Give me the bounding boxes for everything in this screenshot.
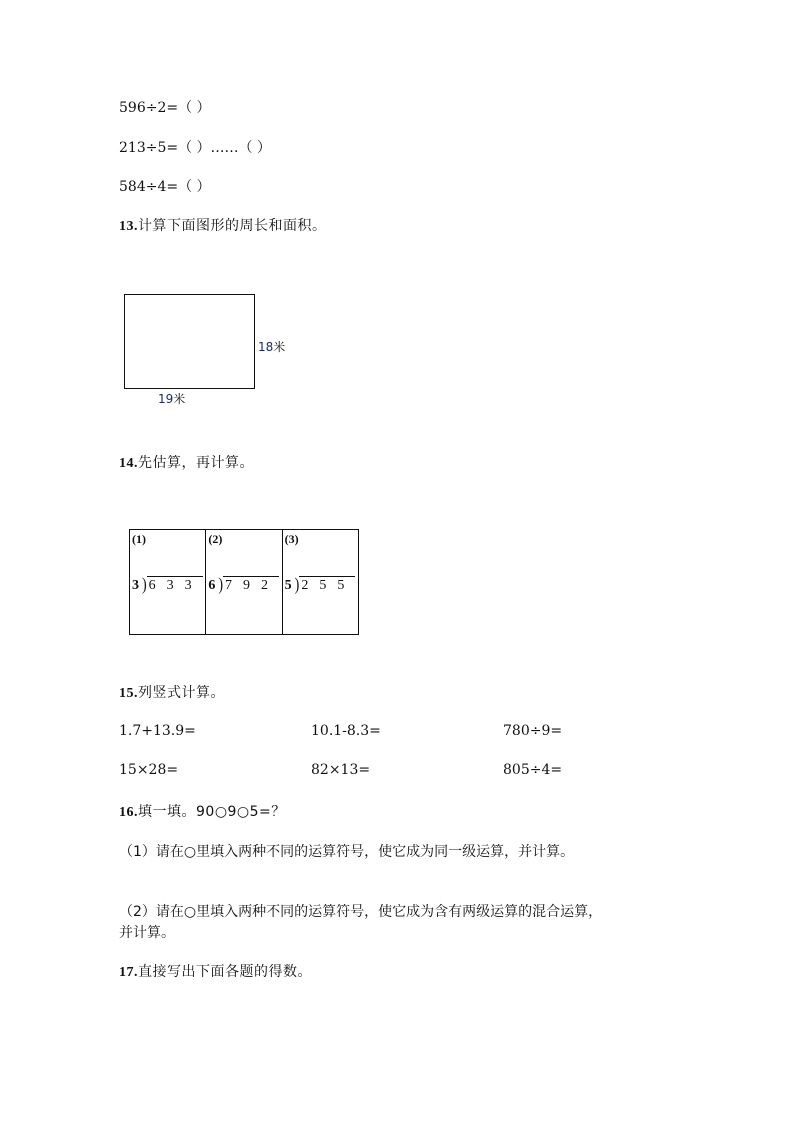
estimate-cell-label: (3) bbox=[284, 532, 299, 546]
rect-width-unit: 米 bbox=[173, 392, 186, 406]
dividend-digit: 5 bbox=[337, 578, 345, 593]
dividend-digit: 6 bbox=[148, 578, 156, 593]
divisor: 6 bbox=[208, 578, 216, 593]
question-16-part-1: （1）请在○里填入两种不同的运算符号，使它成为同一级运算，并计算。 bbox=[119, 844, 575, 860]
question-17-number: 17. bbox=[119, 965, 138, 980]
dividend-digit: 3 bbox=[166, 578, 174, 593]
long-division bbox=[132, 576, 203, 594]
question-15 bbox=[119, 682, 225, 702]
division-bracket: ) bbox=[142, 576, 147, 595]
dividend-digit: 7 bbox=[225, 578, 232, 593]
question-15-number: 15. bbox=[119, 686, 138, 701]
division-bracket: ) bbox=[294, 576, 300, 595]
calc-item: 10.1-8.3= bbox=[311, 723, 381, 739]
dividend bbox=[299, 576, 355, 594]
estimate-cell-1 bbox=[130, 530, 206, 634]
division-line-3: 584÷4=（ ） bbox=[119, 179, 211, 195]
dividend-digit: 2 bbox=[261, 578, 268, 593]
calc-item: 805÷4= bbox=[503, 762, 563, 778]
long-division bbox=[285, 576, 356, 594]
estimate-cell-3 bbox=[283, 530, 358, 634]
division-line-2: 213÷5=（ ）……（ ） bbox=[119, 140, 271, 156]
estimate-grid bbox=[129, 529, 359, 635]
long-division bbox=[208, 576, 279, 594]
dividend-digit: 5 bbox=[319, 578, 327, 593]
rect-width-label bbox=[158, 390, 185, 407]
divisor: 3 bbox=[132, 578, 139, 593]
dividend bbox=[223, 576, 279, 594]
rect-height-number: 18 bbox=[258, 340, 274, 354]
dividend-digit: 9 bbox=[243, 578, 250, 593]
division-line-1: 596÷2=（ ） bbox=[119, 100, 211, 116]
question-16-text: 填一填。90○9○5=？ bbox=[138, 804, 286, 820]
dividend-digit: 3 bbox=[184, 578, 192, 593]
question-16-number: 16. bbox=[119, 805, 138, 820]
calc-item: 780÷9= bbox=[503, 723, 563, 739]
calc-item: 15×28= bbox=[119, 762, 179, 778]
estimate-cell-2 bbox=[206, 530, 282, 634]
question-13-number: 13. bbox=[119, 219, 138, 234]
question-14 bbox=[119, 452, 254, 472]
question-16 bbox=[119, 801, 286, 821]
question-17 bbox=[119, 961, 312, 981]
rectangle-figure bbox=[124, 294, 255, 389]
divisor: 5 bbox=[284, 578, 292, 593]
question-15-text: 列竖式计算。 bbox=[138, 685, 225, 701]
rect-width-number: 19 bbox=[158, 392, 174, 406]
estimate-cell-label: (1) bbox=[132, 532, 146, 546]
rect-height-unit: 米 bbox=[273, 340, 286, 354]
question-16-part-2-line-1: （2）请在○里填入两种不同的运算符号，使它成为含有两级运算的混合运算， bbox=[119, 904, 603, 920]
question-13 bbox=[119, 215, 327, 235]
division-bracket: ) bbox=[218, 576, 223, 595]
dividend-digit: 2 bbox=[301, 578, 309, 593]
calc-item: 82×13= bbox=[311, 762, 371, 778]
question-13-text: 计算下面图形的周长和面积。 bbox=[138, 218, 327, 234]
question-14-number: 14. bbox=[119, 456, 138, 471]
rect-height-label bbox=[258, 338, 285, 355]
calc-item: 1.7+13.9= bbox=[119, 723, 196, 739]
estimate-cell-label: (2) bbox=[208, 532, 223, 546]
question-17-text: 直接写出下面各题的得数。 bbox=[138, 964, 312, 980]
dividend bbox=[147, 576, 203, 594]
question-14-text: 先估算，再计算。 bbox=[138, 455, 254, 471]
question-16-part-2-line-2: 并计算。 bbox=[119, 925, 175, 941]
